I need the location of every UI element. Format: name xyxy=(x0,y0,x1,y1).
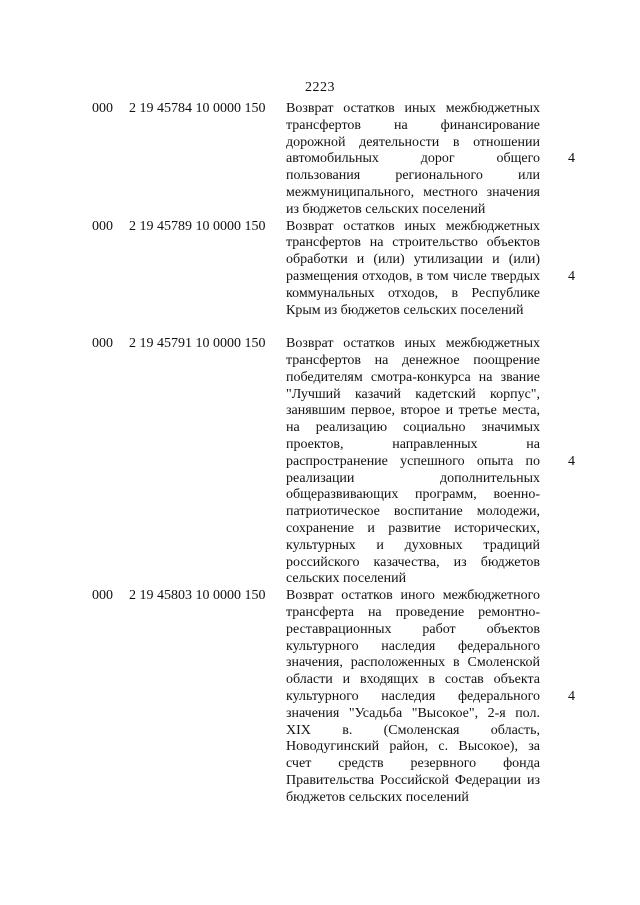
value: 4 xyxy=(568,151,575,166)
table-row xyxy=(0,588,640,806)
admin-code: 000 xyxy=(92,218,113,234)
classification-code: 2 19 45803 10 0000 150 xyxy=(129,588,266,604)
description: Возврат остатков иных межбюджетных трансфертов на денежное поощрение победителям смотра-конкурса на звание "Лучший казачий кадетский корпус", занявшим первое, второе и третье места, на реализацию социально значимых проектов, направленных на распространение успешного опыта по реализации дополнительных общеразвивающих программ, военно-патриотическое воспитание молодежи, сохранение и развитие исторических, культурных и духовных традиций российского казачества, из бюджетов сельских поселений xyxy=(286,336,540,587)
table-row xyxy=(0,336,640,588)
page-number: 2223 xyxy=(305,80,335,95)
value: 4 xyxy=(568,689,575,705)
classification-table xyxy=(0,101,640,807)
table-row xyxy=(0,101,640,219)
description: Возврат остатков иных межбюджетных трансфертов на строительство объектов обработки и (или) утилизации и (или) размещения отходов, в том числе твердых коммунальных отходов, в Республике Крым из бюджетов сельских поселений xyxy=(286,218,540,318)
admin-code: 000 xyxy=(92,101,113,116)
classification-code: 2 19 45789 10 0000 150 xyxy=(129,218,266,234)
value: 4 xyxy=(568,454,575,470)
classification-code: 2 19 45791 10 0000 150 xyxy=(129,336,266,352)
admin-code: 000 xyxy=(92,588,113,604)
description: Возврат остатков иных межбюджетных трансфертов на финансирование дорожной деятельности в отношении автомобильных дорог общего пользования регионального или межмуниципального, местного значения из бюджетов сельских поселений xyxy=(286,101,540,217)
value: 4 xyxy=(568,268,575,284)
admin-code: 000 xyxy=(92,336,113,352)
table-row xyxy=(0,219,640,337)
description: Возврат остатков иного межбюджетного трансферта на проведение ремонтно-реставрационных работ объектов культурного наследия федерального значения, расположенных в Смоленской области и входящих в состав объекта культурного наследия федерального значения "Усадьба "Высокое", 2-я пол. XIX в. (Смоленская область, Новодугинский район, с. Высокое), за счет средств резервного фонда Правительства Российской Федерации из бюджетов сельских поселений xyxy=(286,588,540,805)
classification-code: 2 19 45784 10 0000 150 xyxy=(129,101,266,116)
